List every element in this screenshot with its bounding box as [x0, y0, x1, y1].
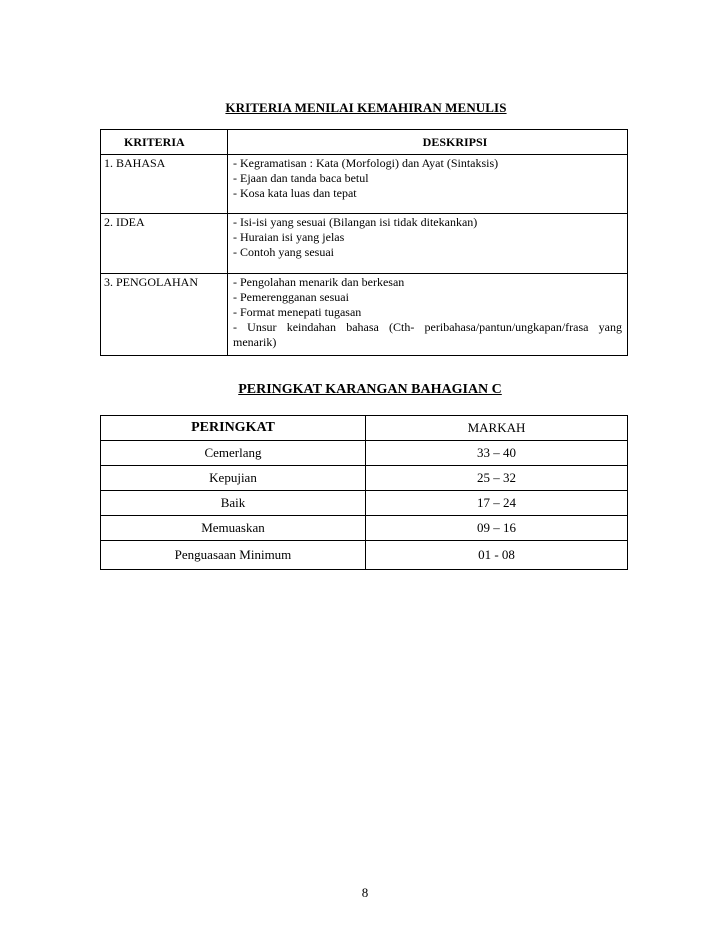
grade-mark-range: 33 – 40: [366, 441, 628, 466]
criteria-description: [228, 155, 628, 214]
page-number-text: 8: [361, 885, 369, 900]
description-line: - Ejaan dan tanda baca betul: [233, 171, 369, 185]
criteria-header-row: [101, 130, 628, 155]
grade-title: [0, 382, 728, 398]
description-line: - Pemerengganan sesuai: [233, 290, 349, 304]
criteria-title-text: KRITERIA MENILAI KEMAHIRAN MENULIS: [225, 100, 507, 115]
criteria-row-idea: [101, 214, 628, 274]
description-line: - Contoh yang sesuai: [233, 245, 334, 259]
criteria-row-bahasa: [101, 155, 628, 214]
grade-mark-range: 01 - 08: [366, 541, 628, 570]
grade-mark-range: 17 – 24: [366, 491, 628, 516]
grade-mark-range: 25 – 32: [366, 466, 628, 491]
grade-mark-range: 09 – 16: [366, 516, 628, 541]
grade-header-row: [101, 416, 628, 441]
header-kriteria: KRITERIA: [101, 130, 228, 155]
description-line: - Kegramatisan : Kata (Morfologi) dan Ayat (Sintaksis): [233, 156, 499, 170]
grade-row: [101, 516, 628, 541]
criteria-name: 3. PENGOLAHAN: [101, 274, 228, 356]
criteria-table: [100, 129, 628, 356]
grade-row: [101, 541, 628, 570]
grade-name: Cemerlang: [101, 441, 366, 466]
criteria-row-pengolahan: [101, 274, 628, 356]
description-line: - Unsur keindahan bahasa (Cth- peribahasa/pantun/ungkapan/frasa yang menarik): [233, 320, 622, 349]
criteria-title: [0, 100, 728, 116]
grade-title-text: PERINGKAT KARANGAN BAHAGIAN C: [238, 382, 502, 397]
header-deskripsi: DESKRIPSI: [228, 130, 628, 155]
criteria-name: 2. IDEA: [101, 214, 228, 274]
description-line: - Kosa kata luas dan tepat: [233, 186, 357, 200]
grade-name: Penguasaan Minimum: [101, 541, 366, 570]
page-number: [0, 885, 728, 901]
grade-table: [100, 415, 628, 570]
criteria-description: [228, 214, 628, 274]
grade-name: Kepujian: [101, 466, 366, 491]
grade-name: Baik: [101, 491, 366, 516]
criteria-description: [228, 274, 628, 356]
grade-row: [101, 466, 628, 491]
criteria-name: 1. BAHASA: [101, 155, 228, 214]
description-line: - Huraian isi yang jelas: [233, 230, 345, 244]
description-line: - Isi-isi yang sesuai (Bilangan isi tidak ditekankan): [233, 215, 478, 229]
description-line: - Format menepati tugasan: [233, 305, 362, 319]
header-markah: MARKAH: [366, 416, 628, 441]
description-line: - Pengolahan menarik dan berkesan: [233, 275, 405, 289]
grade-row: [101, 491, 628, 516]
grade-row: [101, 441, 628, 466]
header-peringkat: PERINGKAT: [101, 416, 366, 441]
grade-name: Memuaskan: [101, 516, 366, 541]
